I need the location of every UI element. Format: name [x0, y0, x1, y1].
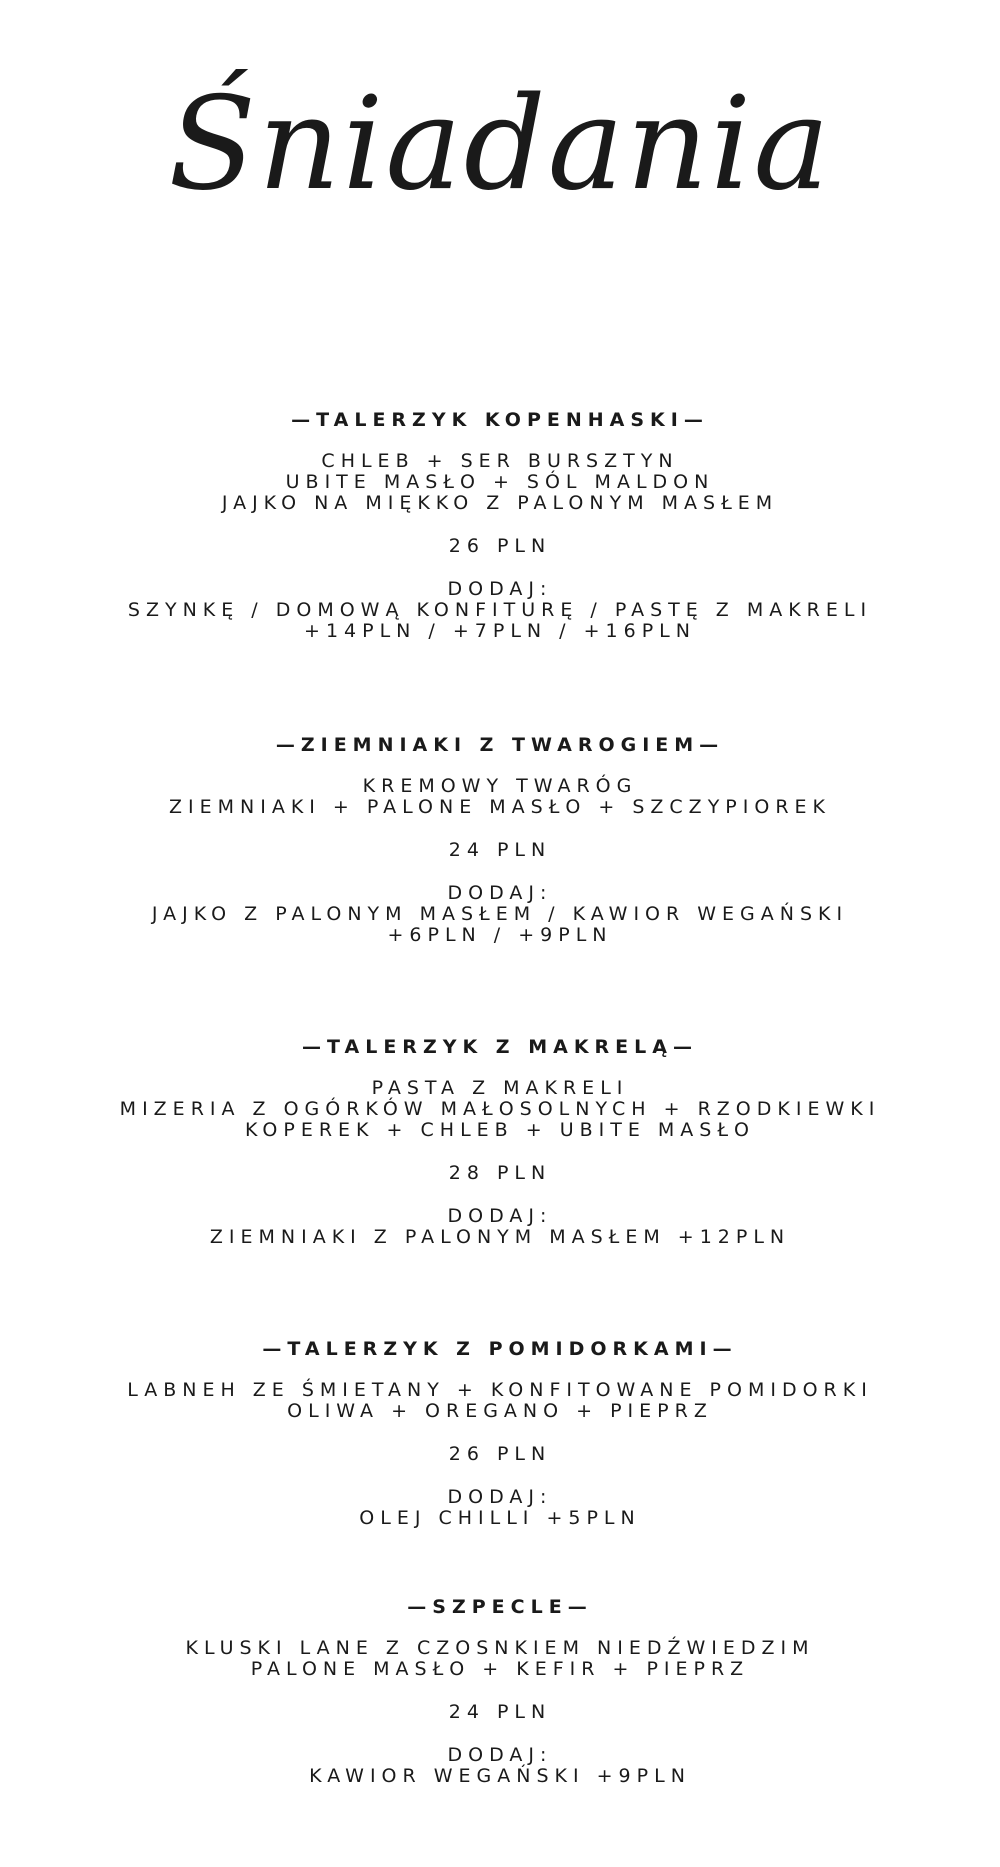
- addon-line: +14PLN / +7PLN / +16PLN: [304, 620, 696, 642]
- description-line: UBITE MASŁO + SÓL MALDON: [285, 471, 715, 493]
- addon-line: JAJKO Z PALONYM MASŁEM / KAWIOR WEGAŃSKI: [151, 903, 849, 925]
- item-name: —ZIEMNIAKI Z TWAROGIEM—: [275, 734, 725, 756]
- description-line: OLIWA + OREGANO + PIEPRZ: [287, 1400, 713, 1422]
- item-name: —SZPECLE—: [407, 1596, 593, 1618]
- description-line: ZIEMNIAKI + PALONE MASŁO + SZCZYPIOREK: [169, 796, 831, 818]
- addon-label: DODAJ:: [447, 1486, 553, 1508]
- item-price: 24 PLN: [448, 1701, 552, 1723]
- description-line: KREMOWY TWARÓG: [362, 775, 638, 797]
- addon-line: +6PLN / +9PLN: [387, 924, 613, 946]
- menu-item-ziemniaki-z-twarogiem: [0, 735, 1000, 946]
- addon-line: OLEJ CHILLI +5PLN: [359, 1507, 641, 1529]
- addon-line: KAWIOR WEGAŃSKI +9PLN: [309, 1765, 691, 1787]
- item-name: —TALERZYK Z MAKRELĄ—: [302, 1036, 698, 1058]
- item-price: 24 PLN: [448, 839, 552, 861]
- addon-line: SZYNKĘ / DOMOWĄ KONFITURĘ / PASTĘ Z MAKRELI: [127, 599, 873, 621]
- addon-label: DODAJ:: [447, 882, 553, 904]
- menu-item-talerzyk-z-pomidorkami: [0, 1339, 1000, 1529]
- item-price: 28 PLN: [448, 1162, 552, 1184]
- description-line: CHLEB + SER BURSZTYN: [321, 450, 679, 472]
- menu-item-talerzyk-kopenhaski: [0, 410, 1000, 642]
- menu-item-szpecle: [0, 1597, 1000, 1787]
- item-description: [0, 1078, 1000, 1141]
- description-line: PASTA Z MAKRELI: [371, 1077, 629, 1099]
- description-line: KOPEREK + CHLEB + UBITE MASŁO: [245, 1119, 755, 1141]
- item-description: [0, 1380, 1000, 1422]
- description-line: PALONE MASŁO + KEFIR + PIEPRZ: [250, 1658, 750, 1680]
- item-price-block: [0, 536, 1000, 557]
- addon-line: ZIEMNIAKI Z PALONYM MASŁEM +12PLN: [209, 1226, 791, 1248]
- description-line: MIZERIA Z OGÓRKÓW MAŁOSOLNYCH + RZODKIEWKI: [119, 1098, 881, 1120]
- description-line: KLUSKI LANE Z CZOSNKIEM NIEDŹWIEDZIM: [185, 1637, 815, 1659]
- item-price-block: [0, 1702, 1000, 1723]
- item-price: 26 PLN: [448, 535, 552, 557]
- item-price-block: [0, 840, 1000, 861]
- item-description: [0, 776, 1000, 818]
- item-addons: [0, 1206, 1000, 1248]
- page-title: Śniadania: [168, 70, 832, 219]
- description-line: JAJKO NA MIĘKKO Z PALONYM MASŁEM: [221, 492, 779, 514]
- item-addons: [0, 1745, 1000, 1787]
- addon-label: DODAJ:: [447, 578, 553, 600]
- item-price: 26 PLN: [448, 1443, 552, 1465]
- item-addons: [0, 1487, 1000, 1529]
- menu-item-talerzyk-z-makrela: [0, 1037, 1000, 1248]
- addon-label: DODAJ:: [447, 1205, 553, 1227]
- item-name: —TALERZYK Z POMIDORKAMI—: [262, 1338, 738, 1360]
- item-description: [0, 1638, 1000, 1680]
- item-price-block: [0, 1444, 1000, 1465]
- item-addons: [0, 883, 1000, 946]
- addon-label: DODAJ:: [447, 1744, 553, 1766]
- item-price-block: [0, 1163, 1000, 1184]
- description-line: LABNEH ZE ŚMIETANY + KONFITOWANE POMIDORKI: [127, 1379, 873, 1401]
- item-description: [0, 451, 1000, 514]
- item-name: —TALERZYK KOPENHASKI—: [291, 409, 709, 431]
- item-addons: [0, 579, 1000, 642]
